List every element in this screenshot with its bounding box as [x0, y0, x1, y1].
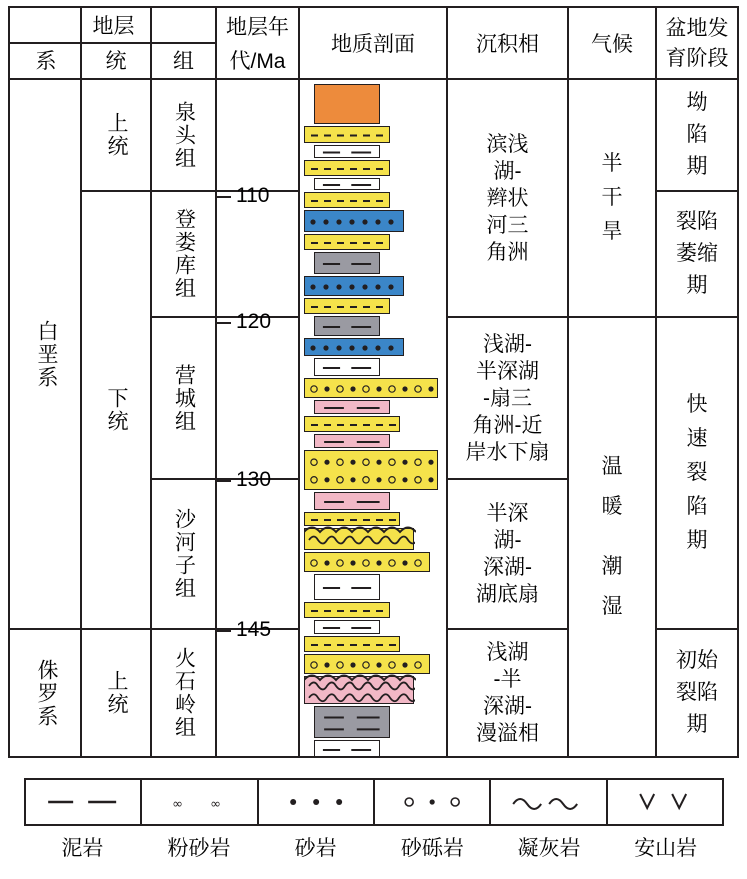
lithology-bed-sandstone-solid-0: [314, 84, 380, 124]
lithology-bed-sandstone-dot-6: [304, 210, 404, 232]
formation-huoshiling-label: 火石岭组: [172, 647, 196, 739]
lithology-bed-glutenite-27: [304, 654, 430, 674]
legend-box: [24, 778, 724, 826]
facies-3-line3: 深湖-: [483, 556, 532, 579]
climate-2-line2: 暖: [601, 495, 623, 518]
formation-quantou: [152, 80, 215, 190]
formation-huoshiling: [152, 630, 215, 756]
formation-denglouku-label: 登娄库组: [172, 208, 196, 300]
formation-shahezi: [152, 480, 215, 628]
unconformity-wavy-line: [304, 672, 416, 684]
facies-1-line2: 湖-: [493, 159, 522, 183]
basin-stage-4-line3: 期: [686, 713, 708, 736]
basin-stage-3-line1: 快: [686, 393, 708, 416]
facies-1-line1: 滨浅: [486, 132, 529, 156]
facies-2-line5: 岸水下扇: [465, 440, 550, 464]
header-stratigraphy: 地层: [92, 14, 135, 38]
lithology-bed-siltstone-10: [304, 298, 390, 314]
legend-swatch-tuff: [491, 780, 607, 824]
facies-2-line3: -扇三: [483, 386, 532, 410]
lithology-bed-siltstone-7: [304, 234, 390, 250]
basin-stage-1-line2: 陷: [686, 123, 708, 146]
legend-label-mudstone: 泥岩: [61, 837, 104, 860]
lithology-bed-siltstone-26: [304, 636, 400, 652]
age-label-110: 110: [236, 184, 270, 207]
basin-stage-1: [657, 80, 737, 190]
formation-shahezi-label: 沙河子组: [172, 508, 196, 600]
basin-stage-3-line5: 期: [686, 529, 708, 552]
legend-label-andesite: 安山岩: [634, 837, 698, 860]
legend-swatch-andesite: [608, 780, 722, 824]
formation-yingcheng-label: 营城组: [172, 363, 196, 433]
lithology-bed-glutenite-14: [304, 378, 438, 398]
divider-formation-age: [215, 8, 217, 756]
lithology-bed-siltstone-24: [304, 602, 390, 618]
climate-2-line4: 潮: [601, 555, 623, 578]
basin-stage-4-line1: 初始: [676, 649, 718, 672]
facies-cell-4: [448, 630, 567, 756]
facies-3-line4: 湖底扇: [476, 583, 539, 606]
basin-stage-2-line3: 期: [686, 274, 708, 297]
basin-stage-2-line1: 裂陷: [676, 210, 718, 233]
facies-4-line4: 漫溢相: [476, 722, 539, 745]
lithology-bed-siltstone-5: [304, 192, 390, 208]
header-age-line1: 地层年: [226, 15, 289, 39]
facies-1-line4: 河三: [486, 213, 529, 237]
facies-1-line5: 角洲: [486, 240, 529, 264]
basin-stage-1-line3: 期: [686, 155, 708, 178]
legend-label-tuff: 凝灰岩: [517, 837, 581, 860]
facies-1-line3: 辫状: [486, 186, 529, 210]
system-cretaceous: [12, 80, 80, 628]
header-series: 统: [105, 49, 127, 73]
age-tick-110: [215, 196, 231, 198]
header-age-unit: 代/Ma: [229, 49, 286, 73]
climate-cell-2: [569, 318, 655, 756]
svg-text:∞: ∞: [210, 797, 222, 812]
system-jurassic: [12, 630, 80, 756]
legend-swatch-glutenite: [375, 780, 491, 824]
legend-swatch-siltstone: [142, 780, 258, 824]
header-age: [217, 10, 298, 44]
basin-stage-1-line1: 坳: [686, 91, 708, 114]
system-cretaceous-label: 白垩系: [35, 319, 58, 389]
formation-quantou-label: 泉头组: [172, 100, 196, 170]
series-upper-jurassic-label: 上统: [105, 670, 128, 716]
lithology-bed-mudstone-13: [314, 358, 380, 376]
legend-swatch-sandstone: [259, 780, 375, 824]
age-tick-145: [215, 630, 231, 632]
strat-chart: [8, 6, 739, 758]
formation-yingcheng: [152, 318, 215, 478]
lithology-bed-mudstone-19: [314, 492, 390, 510]
series-upper-cretaceous-label: 上统: [105, 112, 128, 158]
header-climate: 气候: [591, 32, 633, 56]
lithology-bed-sandstone-dot-9: [304, 276, 404, 296]
lithology-bed-mudstone-2: [314, 145, 380, 158]
lithology-bed-siltstone-1: [304, 126, 390, 143]
lithology-bed-mudstone-30: [314, 740, 380, 756]
lithology-bed-mudstone-23: [314, 574, 380, 600]
header-basin-stage: [657, 10, 737, 78]
header-formation: 组: [173, 49, 194, 73]
lithology-bed-mudstone-15: [314, 400, 390, 414]
lithology-bed-mudstone-17: [314, 434, 390, 448]
facies-4-line2: -半: [493, 668, 522, 691]
facies-2-line2: 半深湖: [476, 359, 539, 383]
series-upper-cretaceous: [82, 80, 150, 190]
basin-stage-3-line3: 裂: [686, 461, 708, 484]
legend-swatch-mudstone: [26, 780, 142, 824]
age-label-120: 120: [236, 310, 272, 333]
facies-4-line1: 浅湖: [486, 641, 529, 664]
facies-3-line1: 半深: [486, 502, 529, 525]
age-label-145: 145: [236, 618, 272, 641]
lithology-bed-mudstone-29: [314, 706, 390, 738]
basin-stage-4: [657, 630, 737, 756]
lithology-bed-siltstone-3: [304, 160, 390, 176]
basin-stage-3-line4: 陷: [686, 495, 708, 518]
basin-stage-4-line2: 裂陷: [676, 681, 718, 704]
facies-3-line2: 湖-: [493, 529, 522, 552]
facies-cell-2: [448, 318, 567, 478]
header-section: 地质剖面: [331, 32, 415, 56]
facies-4-line3: 深湖-: [483, 695, 532, 718]
lithology-bed-mudstone-25: [314, 620, 380, 634]
climate-1-line1: 半: [601, 152, 623, 175]
climate-1-line3: 旱: [601, 220, 623, 243]
age-label-130: 130: [236, 468, 272, 491]
basin-stage-3-line2: 速: [686, 427, 708, 450]
lithology-bed-mudstone-4: [314, 178, 380, 190]
lithology-bed-glutenite-22: [304, 552, 430, 572]
climate-2-line5: 湿: [601, 595, 623, 618]
basin-stage-2: [657, 192, 737, 316]
header-basin-stage-line2: 育阶段: [665, 47, 729, 70]
facies-2-line4: 角洲-近: [472, 413, 543, 437]
legend-label-glutenite: 砂砾岩: [400, 837, 464, 860]
basin-stage-3: [657, 318, 737, 628]
series-lower-cretaceous: [82, 192, 150, 628]
system-jurassic-label: 侏罗系: [35, 658, 58, 728]
facies-2-line1: 浅湖-: [483, 332, 532, 356]
svg-text:∞: ∞: [172, 797, 184, 812]
header-system: 系: [35, 49, 57, 73]
lithology-bed-mudstone-8: [314, 252, 380, 274]
series-upper-jurassic: [82, 630, 150, 756]
basin-stage-2-line2: 萎缩: [676, 242, 718, 265]
legend-label-siltstone: 粉砂岩: [167, 837, 231, 860]
facies-cell-3: [448, 480, 567, 628]
lithology-bed-siltstone-16: [304, 416, 400, 432]
lithology-bed-mudstone-11: [314, 316, 380, 336]
unconformity-wavy-line: [304, 524, 416, 536]
age-tick-120: [215, 322, 231, 324]
climate-1-line2: 干: [601, 186, 623, 209]
header-basin-stage-line1: 盆地发: [665, 17, 729, 40]
climate-2-line1: 温: [601, 455, 623, 478]
legend-label-sandstone: 砂岩: [294, 837, 337, 860]
legend-labels: [24, 832, 724, 862]
formation-denglouku: [152, 192, 215, 316]
age-tick-130: [215, 480, 231, 482]
lithology-section: [300, 80, 446, 756]
climate-cell-1: [569, 80, 655, 316]
facies-cell-1: [448, 80, 567, 316]
lithology-bed-glutenite-18: [304, 450, 438, 490]
series-lower-cretaceous-label: 下统: [105, 387, 128, 433]
lithology-bed-sandstone-dot-12: [304, 338, 404, 356]
header-facies: 沉积相: [476, 32, 539, 56]
